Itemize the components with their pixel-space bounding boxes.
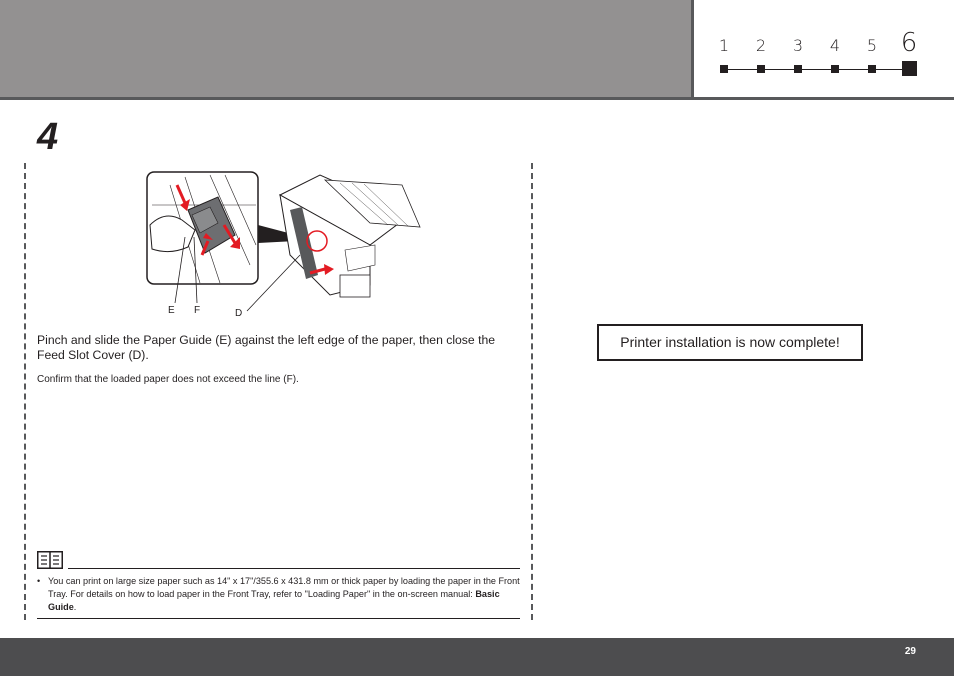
page-number: 29 xyxy=(904,646,916,657)
completion-message: Printer installation is now complete! xyxy=(597,324,863,361)
manual-book-icon xyxy=(37,551,63,569)
label-d: D xyxy=(235,308,243,319)
header-rule xyxy=(0,97,954,100)
step-label-2: 2 xyxy=(755,36,767,55)
step-marker-2 xyxy=(757,65,765,73)
step-marker-5 xyxy=(868,65,876,73)
step-number: 4 xyxy=(37,116,59,158)
basic-guide-reference: Basic Guide xyxy=(48,589,500,612)
paper-guide-illustration xyxy=(140,165,430,320)
step-progress xyxy=(712,28,922,88)
header-band xyxy=(0,0,691,97)
step-marker-6-current xyxy=(902,61,917,76)
center-dashed-border xyxy=(531,163,533,620)
header-divider xyxy=(691,0,694,97)
note-text xyxy=(37,575,520,614)
step-progress-line xyxy=(724,69,910,70)
step-label-6-current: 6 xyxy=(900,28,918,58)
note-rule-top xyxy=(68,568,520,569)
left-dashed-border xyxy=(24,163,26,620)
step-label-1: 1 xyxy=(718,36,730,55)
note-body-end: . xyxy=(73,602,77,612)
step-marker-3 xyxy=(794,65,802,73)
note-body xyxy=(48,575,520,614)
footer-band xyxy=(0,638,954,676)
instruction-sub: Confirm that the loaded paper does not exceed the line (F). xyxy=(37,374,299,385)
note-rule-bottom xyxy=(37,618,520,619)
note-body-text: You can print on large size paper such as 14" x 17"/355.6 x 431.8 mm or thick paper by loading the paper in the Front Tray. For details on how to load paper in the Front Tray, refer to "Loading Paper" in the on-screen manual: xyxy=(48,576,520,599)
printer-drawing xyxy=(280,175,420,297)
step-marker-4 xyxy=(831,65,839,73)
label-f: F xyxy=(194,305,201,316)
note-bullet: • xyxy=(37,576,41,586)
label-e: E xyxy=(168,305,175,316)
step-marker-1 xyxy=(720,65,728,73)
step-label-3: 3 xyxy=(792,36,804,55)
instruction-main: Pinch and slide the Paper Guide (E) against the left edge of the paper, then close the Feed Slot Cover (D). xyxy=(37,333,496,362)
step-label-4: 4 xyxy=(829,36,841,55)
step-label-5: 5 xyxy=(866,36,878,55)
zoom-inset xyxy=(147,172,258,284)
